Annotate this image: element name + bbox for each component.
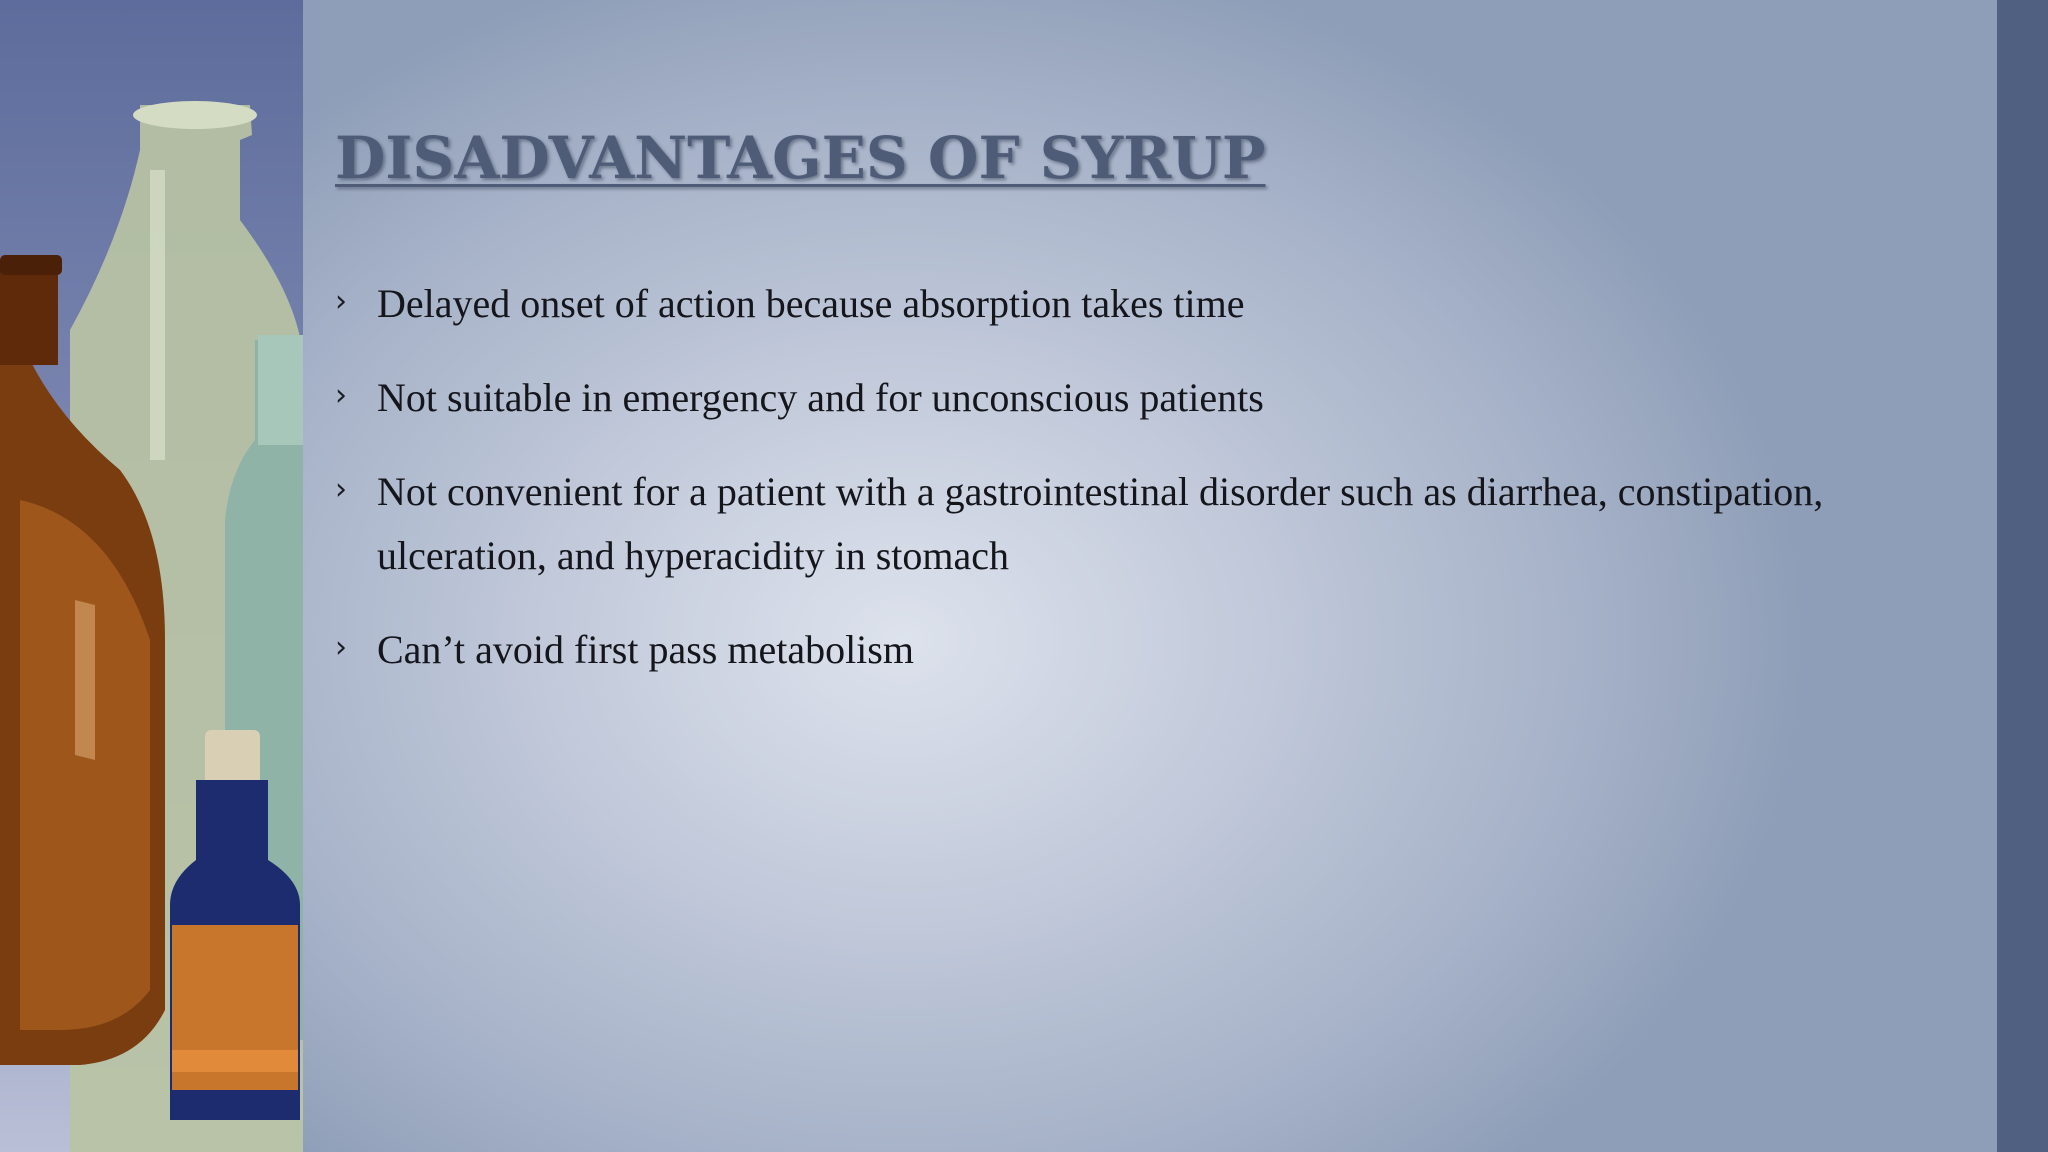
bottles-illustration xyxy=(0,0,303,1152)
bullet-item xyxy=(335,460,1835,588)
amber-bottle-stopper xyxy=(0,255,62,275)
right-accent-band xyxy=(1997,0,2048,1152)
bullet-item xyxy=(335,366,1835,430)
bullet-text: Delayed onset of action because absorption takes time xyxy=(377,281,1245,326)
bullet-item xyxy=(335,618,1835,682)
bottles-photo xyxy=(0,0,303,1152)
chevron-right-icon: › xyxy=(335,378,347,413)
amber-bottle-shine xyxy=(75,600,95,760)
bullet-item xyxy=(335,272,1835,336)
bullet-text: Not suitable in emergency and for unconscious patients xyxy=(377,375,1264,420)
bullet-text: Not convenient for a patient with a gastrointestinal disorder such as diarrhea, constipation, ulceration, and hyperacidity in stomach xyxy=(377,469,1824,578)
chevron-right-icon: › xyxy=(335,472,347,507)
pale-bottle-lip xyxy=(133,101,257,129)
amber-bottle-neck xyxy=(0,265,58,365)
chevron-right-icon: › xyxy=(335,284,347,319)
teal-bottle-neck xyxy=(258,335,303,445)
blue-bottle-label-stripe xyxy=(172,1050,298,1072)
bullet-list xyxy=(335,272,1835,712)
blue-bottle-cork xyxy=(205,730,260,785)
slide-title: DISADVANTAGES OF SYRUP xyxy=(335,124,1266,192)
bullet-text: Can’t avoid first pass metabolism xyxy=(377,627,914,672)
chevron-right-icon: › xyxy=(335,630,347,665)
pale-bottle-highlight xyxy=(150,170,165,460)
